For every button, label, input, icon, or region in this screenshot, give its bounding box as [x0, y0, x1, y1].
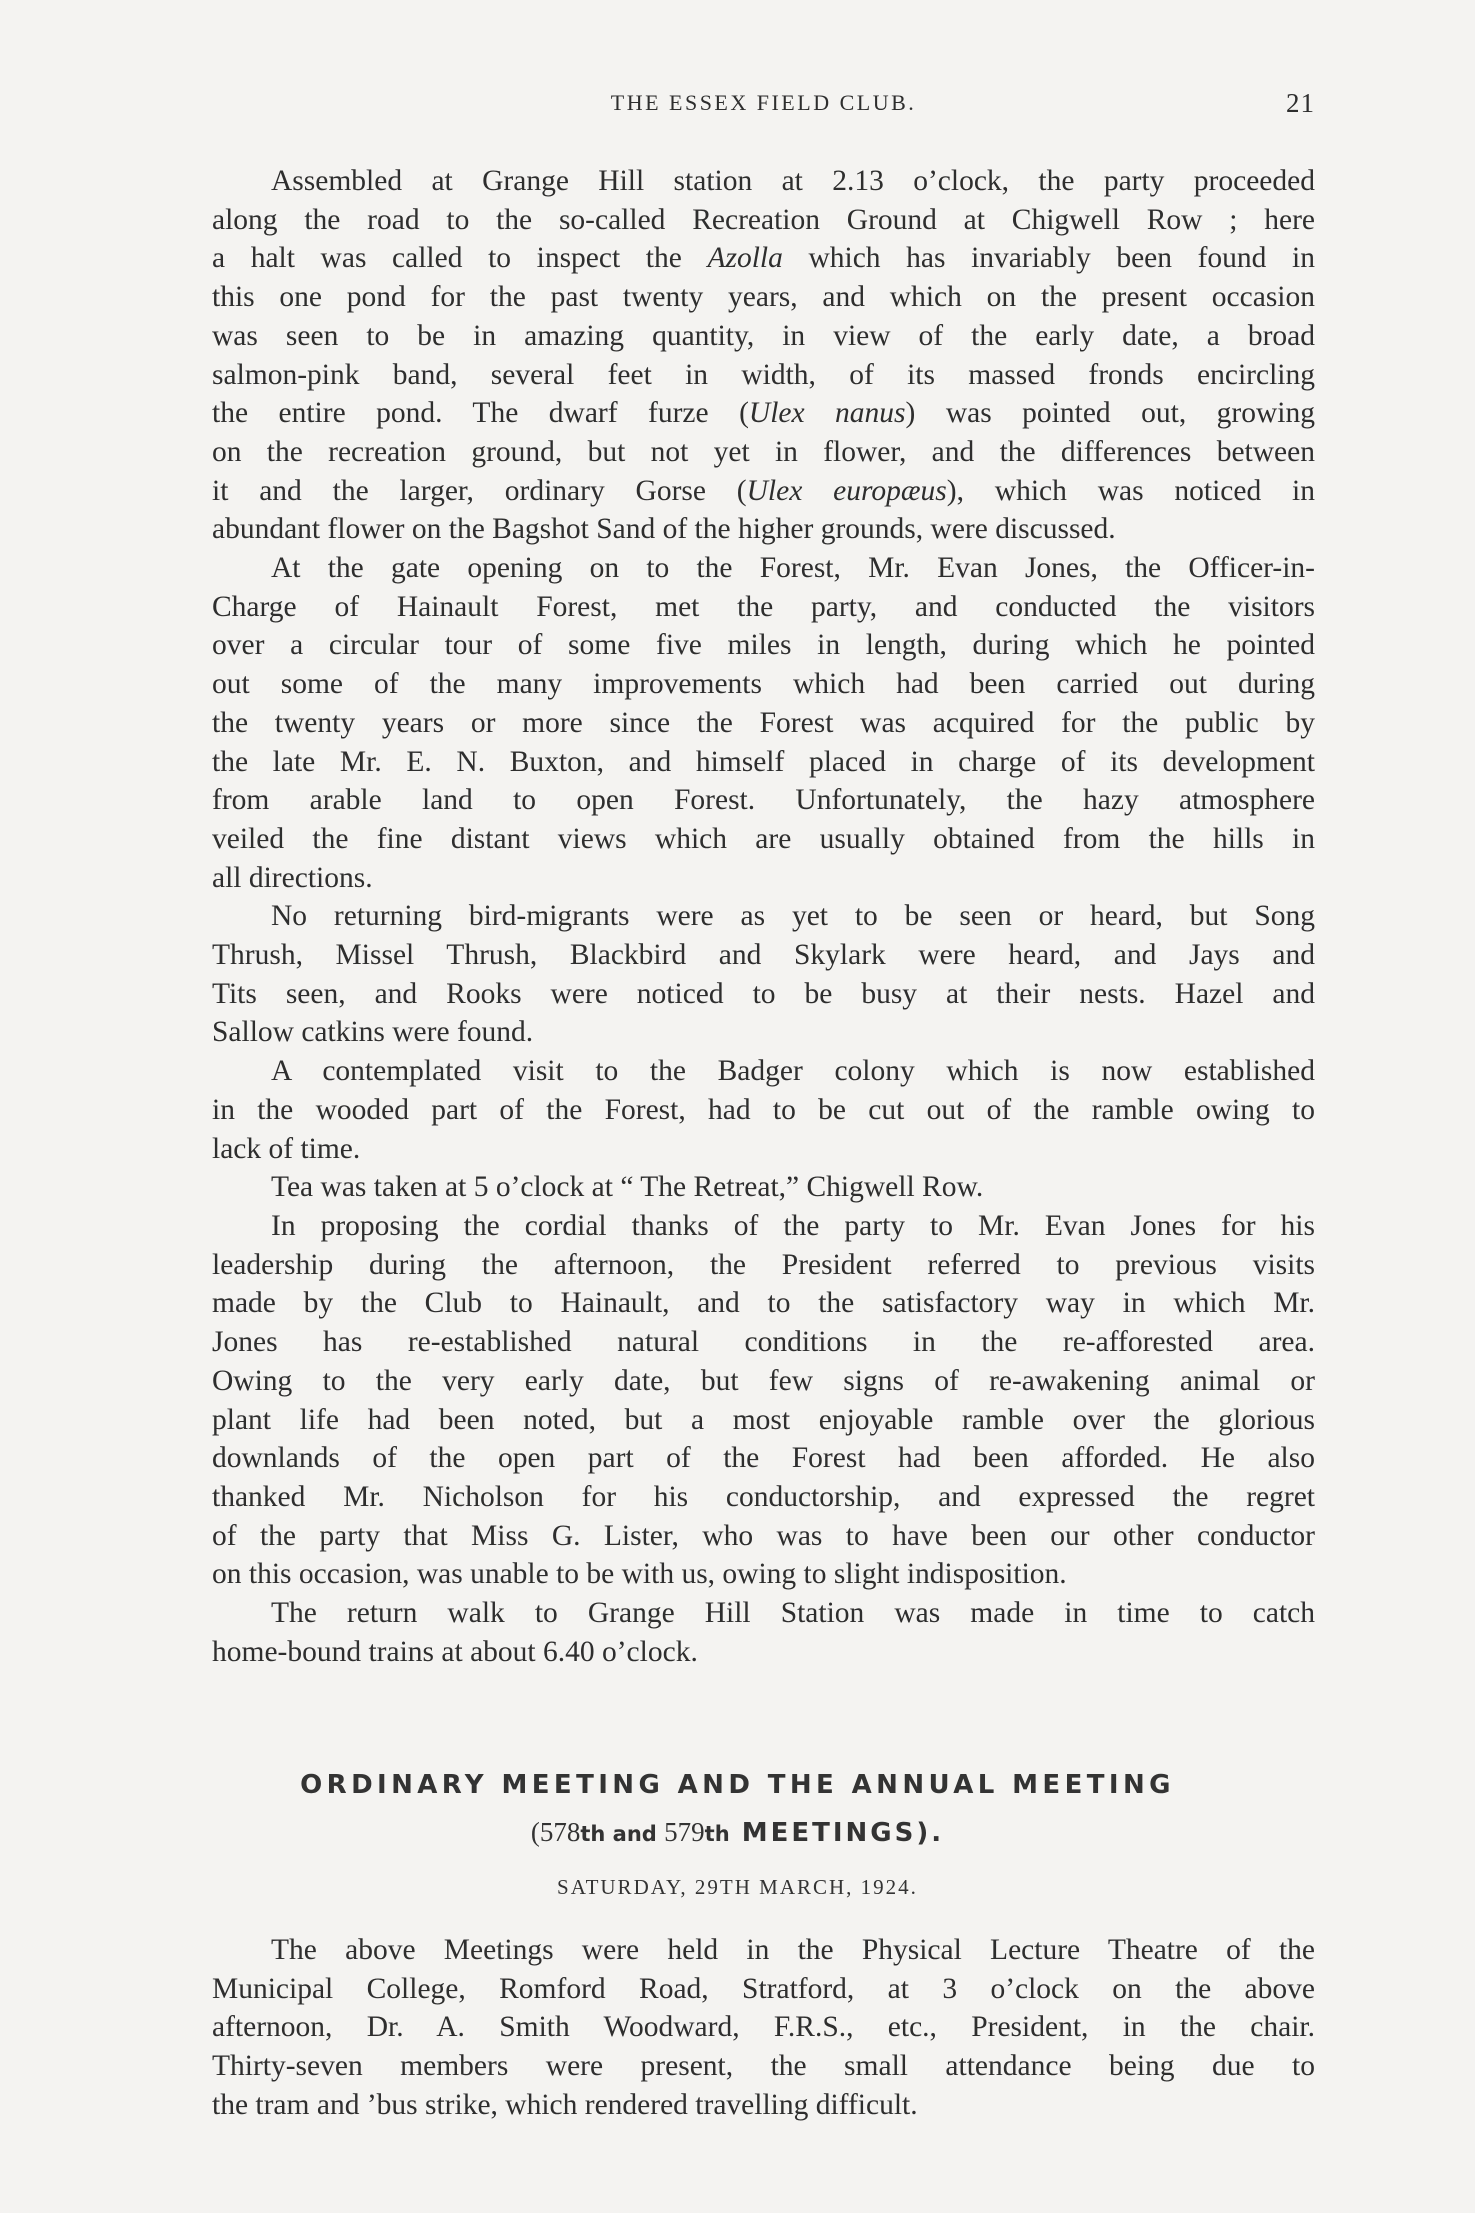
- text-line: along the road to the so-called Recreation Ground at Chigwell Row ; here: [212, 203, 1315, 236]
- meeting-number-2: 579: [664, 1817, 705, 1847]
- page-number: 21: [1286, 88, 1315, 118]
- paragraph: [212, 1052, 1315, 1168]
- text-line: all directions.: [212, 861, 373, 894]
- text-line: Sallow catkins were found.: [212, 1016, 534, 1049]
- ordinal-suffix-2: th: [704, 1822, 730, 1846]
- paragraph: [212, 1207, 1315, 1594]
- text-line: out some of the many improvements which had been carried out during: [212, 668, 1315, 701]
- text-line: No returning bird-migrants were as yet to be seen or heard, but Song: [212, 900, 1315, 933]
- text-line: Tits seen, and Rooks were noticed to be busy at their nests. Hazel and: [212, 977, 1315, 1010]
- text-line: it and the larger, ordinary Gorse (Ulex europæus), which was noticed in: [212, 474, 1315, 507]
- text-line: over a circular tour of some five miles in length, during which he pointed: [212, 629, 1315, 662]
- text-line: Jones has re-established natural conditions in the re-afforested area.: [212, 1326, 1315, 1359]
- paragraph: [212, 1594, 1315, 1671]
- text-line: thanked Mr. Nicholson for his conductorship, and expressed the regret: [212, 1480, 1315, 1513]
- text-line: Thirty-seven members were present, the small attendance being due to: [212, 2050, 1315, 2083]
- section-heading: ORDINARY MEETING AND THE ANNUAL MEETING: [300, 1770, 1175, 1800]
- text-line: Thrush, Missel Thrush, Blackbird and Skylark were heard, and Jays and: [212, 939, 1315, 972]
- section-date: SATURDAY, 29TH MARCH, 1924.: [557, 1875, 918, 1899]
- article-body: [212, 162, 1315, 1671]
- ordinal-suffix-1: th: [580, 1822, 606, 1846]
- paragraph: [212, 162, 1315, 549]
- subheading-open: (: [530, 1817, 540, 1847]
- subheading-meetings: MEETINGS: [729, 1818, 917, 1848]
- text-line: Charge of Hainault Forest, met the party, and conducted the visitors: [212, 590, 1315, 623]
- text-line: the twenty years or more since the Forest was acquired for the public by: [212, 706, 1315, 739]
- text-line: from arable land to open Forest. Unfortunately, the hazy atmosphere: [212, 784, 1315, 817]
- running-title: THE ESSEX FIELD CLUB.: [610, 90, 917, 115]
- text-line: in the wooded part of the Forest, had to be cut out of the ramble owing to: [212, 1093, 1315, 1126]
- paragraph: [212, 897, 1315, 1052]
- text-line: was seen to be in amazing quantity, in view of the early date, a broad: [212, 319, 1315, 352]
- text-line: The return walk to Grange Hill Station was made in time to catch: [212, 1597, 1315, 1630]
- text-line: the tram and ’bus strike, which rendered travelling difficult.: [212, 2088, 918, 2121]
- text-line: home-bound trains at about 6.40 o’clock.: [212, 1635, 698, 1668]
- text-line: the late Mr. E. N. Buxton, and himself placed in charge of its development: [212, 745, 1315, 778]
- section-subheading: [160, 1812, 1315, 1854]
- text-line: Owing to the very early date, but few signs of re-awakening animal or: [212, 1364, 1315, 1397]
- text-line: In proposing the cordial thanks of the party to Mr. Evan Jones for his: [212, 1209, 1315, 1242]
- text-line: on this occasion, was unable to be with us, owing to slight indisposition.: [212, 1558, 1067, 1591]
- text-line: the entire pond. The dwarf furze (Ulex nanus) was pointed out, growing: [212, 397, 1315, 430]
- text-line: of the party that Miss G. Lister, who was to have been our other conductor: [212, 1519, 1315, 1552]
- text-line: Tea was taken at 5 o’clock at “ The Retreat,” Chigwell Row.: [212, 1171, 984, 1204]
- text-line: afternoon, Dr. A. Smith Woodward, F.R.S., etc., President, in the chair.: [212, 2011, 1315, 2044]
- text-line: At the gate opening on to the Forest, Mr. Evan Jones, the Officer-in-: [212, 552, 1315, 585]
- text-line: The above Meetings were held in the Physical Lecture Theatre of the: [212, 1934, 1315, 1966]
- text-line: downlands of the open part of the Forest had been afforded. He also: [212, 1442, 1315, 1475]
- text-line: A contemplated visit to the Badger colony which is now established: [212, 1055, 1315, 1088]
- text-line: on the recreation ground, but not yet in flower, and the differences between: [212, 435, 1315, 468]
- section-body: [212, 1931, 1315, 2125]
- subheading-close: ).: [916, 1818, 945, 1848]
- text-line: abundant flower on the Bagshot Sand of the higher grounds, were discussed.: [212, 513, 1116, 546]
- text-line: Municipal College, Romford Road, Stratford, at 3 o’clock on the above: [212, 1972, 1315, 2005]
- text-line: plant life had been noted, but a most enjoyable ramble over the glorious: [212, 1403, 1315, 1436]
- text-line: this one pond for the past twenty years, and which on the present occasion: [212, 281, 1315, 314]
- text-line: a halt was called to inspect the Azolla which has invariably been found in: [212, 242, 1315, 275]
- paragraph: [212, 1931, 1315, 2125]
- running-head: [212, 90, 1315, 120]
- paragraph: [212, 549, 1315, 897]
- text-line: made by the Club to Hainault, and to the satisfactory way in which Mr.: [212, 1287, 1315, 1320]
- meeting-number-1: 578: [539, 1817, 581, 1847]
- paragraph: [212, 1168, 1315, 1207]
- text-line: lack of time.: [212, 1132, 361, 1165]
- text-line: Assembled at Grange Hill station at 2.13 o’clock, the party proceeded: [212, 165, 1315, 197]
- text-line: salmon-pink band, several feet in width, of its massed fronds encircling: [212, 358, 1315, 391]
- text-line: leadership during the afternoon, the President referred to previous visits: [212, 1248, 1315, 1281]
- text-line: veiled the fine distant views which are usually obtained from the hills in: [212, 822, 1315, 855]
- subheading-and: and: [605, 1822, 665, 1846]
